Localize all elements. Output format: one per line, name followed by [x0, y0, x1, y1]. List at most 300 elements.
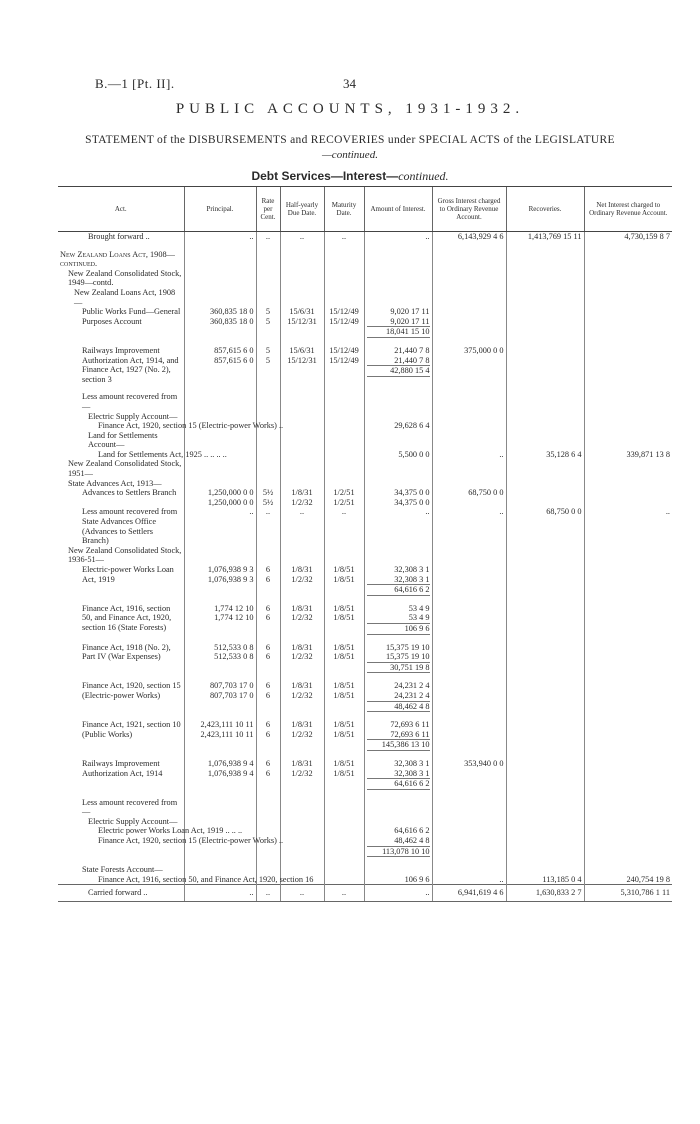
rate-cell: [256, 817, 280, 827]
spacer-cell: [432, 596, 506, 604]
maturity-cell: ..: [324, 507, 364, 545]
due-date-cell: [280, 250, 324, 269]
due-date-cell: 1/8/31 1/2/32: [280, 565, 324, 596]
maturity-cell: [324, 479, 364, 489]
spacer-cell: [506, 857, 584, 865]
gross-interest-cell: [432, 817, 506, 827]
maturity-cell: [324, 421, 364, 431]
spacer-cell: [324, 338, 364, 346]
net-interest-cell: [584, 759, 672, 790]
interest-cell: 32,308 3 1 32,308 3 1 64,616 6 2: [364, 565, 432, 596]
spacer-cell: [584, 712, 672, 720]
due-date-cell: [280, 269, 324, 288]
col-maturity: Maturity Date.: [324, 187, 364, 232]
table-row: [58, 826, 672, 836]
net-interest-cell: [584, 459, 672, 478]
due-date-cell: 1/8/31 1/2/32: [280, 643, 324, 674]
spacer-cell: [58, 857, 184, 865]
rate-cell: [256, 250, 280, 269]
rate-cell: [256, 459, 280, 478]
interest-total: 48,462 4 8: [367, 701, 430, 713]
spacer-cell: [364, 384, 432, 392]
due-date-cell: 15/6/31 15/12/31: [280, 346, 324, 384]
net-interest-cell: [584, 250, 672, 269]
recoveries-cell: 113,185 0 4: [506, 875, 584, 885]
net-interest-cell: [584, 346, 672, 384]
spacer-cell: [432, 751, 506, 759]
maturity-cell: 1/8/51 1/8/51: [324, 681, 364, 712]
act-cell: Public Works Fund—General Purposes Account: [82, 307, 181, 326]
due-date-cell: [280, 412, 324, 422]
gross-interest-cell: 6,143,929 4 6: [432, 232, 506, 242]
spacer-cell: [256, 673, 280, 681]
table-row: [58, 875, 672, 885]
principal-cell: 1,250,000 0 0 1,250,000 0 0: [184, 488, 256, 507]
interest-cell: 24,231 2 4 24,231 2 4 48,462 4 8: [364, 681, 432, 712]
spacer-cell: [364, 857, 432, 865]
table-row: [58, 431, 672, 450]
interest-total: 113,078 10 10: [367, 846, 430, 858]
interest-cell: 34,375 0 0 34,375 0 0: [364, 488, 432, 507]
interest-total: 145,386 13 10: [367, 739, 430, 751]
principal-cell: 857,615 6 0 857,615 6 0: [184, 346, 256, 384]
table-row: [58, 307, 672, 338]
recoveries-cell: [506, 412, 584, 422]
principal-cell: [184, 798, 256, 817]
principal-cell: 1,774 12 10 1,774 12 10: [184, 604, 256, 635]
due-date-cell: [280, 459, 324, 478]
interest-cell: 9,020 17 11 9,020 17 11 18,041 15 10: [364, 307, 432, 338]
interest-cell: 21,440 7 8 21,440 7 8 42,880 15 4: [364, 346, 432, 384]
spacer-cell: [184, 242, 256, 250]
act-cell: Finance Act, 1921, section 10 (Public Works): [82, 720, 181, 739]
gross-interest-cell: [432, 421, 506, 431]
col-principal: Principal.: [184, 187, 256, 232]
spacer-cell: [506, 712, 584, 720]
rate-cell: 6 6: [256, 720, 280, 751]
principal-cell: [184, 250, 256, 269]
spacer-cell: [58, 384, 184, 392]
spacer-cell: [432, 635, 506, 643]
spacer-cell: [324, 712, 364, 720]
interest-cell: 64,616 6 2: [364, 826, 432, 836]
net-interest-cell: [584, 846, 672, 858]
rate-cell: [256, 546, 280, 565]
due-date-cell: 1/8/31 1/2/32: [280, 604, 324, 635]
recoveries-cell: [506, 479, 584, 489]
due-date-cell: [280, 479, 324, 489]
statement-title-continued: —continued.: [322, 149, 378, 161]
net-interest-cell: [584, 421, 672, 431]
gross-interest-cell: [432, 250, 506, 269]
rate-cell: [256, 798, 280, 817]
spacer-cell: [584, 384, 672, 392]
due-date-cell: 15/6/31 15/12/31: [280, 307, 324, 338]
recoveries-cell: [506, 269, 584, 288]
recoveries-cell: [506, 546, 584, 565]
interest-cell: [364, 798, 432, 817]
spacer-cell: [506, 751, 584, 759]
table-row: [58, 288, 672, 307]
gross-interest-cell: [432, 565, 506, 596]
gross-interest-cell: [432, 288, 506, 307]
section-heading: Debt Services—Interest—continued.: [251, 169, 449, 183]
recoveries-cell: [506, 643, 584, 674]
table-row: [58, 392, 672, 411]
spacer-row: [58, 338, 672, 346]
table-row: [58, 488, 672, 507]
maturity-cell: 1/2/51 1/2/51: [324, 488, 364, 507]
gross-interest-cell: 6,941,619 4 6: [432, 885, 506, 902]
recoveries-cell: 68,750 0 0: [506, 507, 584, 545]
spacer-cell: [506, 673, 584, 681]
principal-cell: [184, 479, 256, 489]
maturity-cell: 1/8/51 1/8/51: [324, 565, 364, 596]
rate-cell: [256, 269, 280, 288]
spacer-cell: [432, 790, 506, 798]
spacer-cell: [432, 338, 506, 346]
table-row: [58, 232, 672, 242]
act-cell: Electric-power Works Loan Act, 1919: [82, 565, 174, 584]
maturity-cell: 1/8/51 1/8/51: [324, 604, 364, 635]
recoveries-cell: [506, 288, 584, 307]
due-date-cell: [280, 846, 324, 858]
rate-cell: 5 5: [256, 346, 280, 384]
interest-cell: 53 4 9 53 4 9 106 9 6: [364, 604, 432, 635]
principal-cell: [184, 865, 256, 875]
net-interest-cell: [584, 546, 672, 565]
rate-cell: [256, 431, 280, 450]
spacer-cell: [584, 242, 672, 250]
spacer-row: [58, 596, 672, 604]
interest-cell: ..: [364, 507, 432, 545]
act-cell: Land for Settlements Account—: [88, 430, 158, 450]
act-cell: New Zealand Consolidated Stock, 1949—contd.: [68, 268, 182, 288]
recoveries-cell: [506, 836, 584, 846]
spacer-cell: [432, 673, 506, 681]
spacer-cell: [324, 751, 364, 759]
maturity-cell: [324, 865, 364, 875]
spacer-cell: [280, 857, 324, 865]
recoveries-cell: [506, 565, 584, 596]
rate-cell: 6 6: [256, 759, 280, 790]
spacer-cell: [280, 596, 324, 604]
principal-cell: ..: [184, 507, 256, 545]
table-row: [58, 250, 672, 269]
act-cell: [58, 250, 184, 269]
recoveries-cell: [506, 307, 584, 338]
due-date-cell: ..: [280, 507, 324, 545]
spacer-cell: [184, 857, 256, 865]
maturity-cell: [324, 450, 364, 460]
gross-interest-cell: 375,000 0 0: [432, 346, 506, 384]
due-date-cell: 1/8/31 1/2/32: [280, 720, 324, 751]
table-row: [58, 507, 672, 545]
act-cell: [58, 846, 184, 858]
gross-interest-cell: [432, 307, 506, 338]
interest-total: 106 9 6: [367, 623, 430, 635]
table-row: [58, 846, 672, 858]
interest-cell: 106 9 6: [364, 875, 432, 885]
interest-total: 64,616 6 2: [367, 778, 430, 790]
due-date-cell: [280, 431, 324, 450]
interest-cell: 48,462 4 8: [364, 836, 432, 846]
due-date-cell: [280, 798, 324, 817]
maturity-cell: [324, 875, 364, 885]
act-cell: Finance Act, 1916, section 50, and Finance Act, 1920, section 16: [98, 874, 314, 884]
spacer-cell: [324, 596, 364, 604]
spacer-cell: [58, 338, 184, 346]
gross-interest-cell: [432, 836, 506, 846]
spacer-cell: [324, 673, 364, 681]
table-row: [58, 450, 672, 460]
act-cell: Less amount recovered from State Advances Office (Advances to Settlers Branch): [82, 507, 178, 546]
net-interest-cell: [584, 798, 672, 817]
spacer-row: [58, 712, 672, 720]
col-act: Act.: [58, 187, 184, 232]
due-date-cell: 1/8/31 1/2/32: [280, 488, 324, 507]
principal-cell: [184, 459, 256, 478]
table-row: [58, 643, 672, 674]
interest-cell: 72,693 6 11 72,693 6 11 145,386 13 10: [364, 720, 432, 751]
rate-cell: 6 6: [256, 604, 280, 635]
spacer-cell: [280, 635, 324, 643]
gross-interest-cell: ..: [432, 507, 506, 545]
spacer-cell: [324, 242, 364, 250]
principal-cell: ..: [184, 232, 256, 242]
spacer-cell: [256, 751, 280, 759]
table-row: [58, 681, 672, 712]
gross-interest-cell: [432, 865, 506, 875]
maturity-cell: [324, 431, 364, 450]
maturity-cell: [324, 288, 364, 307]
table-row: [58, 459, 672, 478]
spacer-cell: [58, 751, 184, 759]
col-recoveries: Recoveries.: [506, 187, 584, 232]
rate-cell: 6 6: [256, 643, 280, 674]
principal-cell: 360,835 18 0 360,835 18 0: [184, 307, 256, 338]
act-cell: Electric power Works Loan Act, 1919 .. .. ..: [98, 826, 243, 836]
spacer-cell: [364, 751, 432, 759]
interest-table: [58, 186, 672, 902]
maturity-cell: 1/8/51 1/8/51: [324, 759, 364, 790]
spacer-cell: [364, 338, 432, 346]
spacer-cell: [256, 384, 280, 392]
spacer-cell: [506, 242, 584, 250]
spacer-row: [58, 790, 672, 798]
principal-cell: [184, 846, 256, 858]
spacer-cell: [364, 596, 432, 604]
spacer-cell: [184, 790, 256, 798]
spacer-cell: [584, 751, 672, 759]
rate-cell: [256, 479, 280, 489]
net-interest-cell: [584, 307, 672, 338]
rate-cell: ..: [256, 507, 280, 545]
gross-interest-cell: [432, 826, 506, 836]
spacer-cell: [256, 712, 280, 720]
spacer-cell: [432, 857, 506, 865]
page-title: PUBLIC ACCOUNTS, 1931-1932.: [175, 101, 525, 117]
recoveries-cell: [506, 459, 584, 478]
spacer-cell: [280, 338, 324, 346]
due-date-cell: ..: [280, 232, 324, 242]
net-interest-cell: [584, 269, 672, 288]
due-date-cell: [280, 421, 324, 431]
rate-cell: ..: [256, 885, 280, 902]
due-date-cell: [280, 817, 324, 827]
col-rate: Rate per Cent.: [256, 187, 280, 232]
due-date-cell: [280, 836, 324, 846]
spacer-row: [58, 751, 672, 759]
net-interest-cell: [584, 479, 672, 489]
act-cell: State Advances Act, 1913—: [68, 478, 162, 488]
table-row: [58, 885, 672, 902]
maturity-cell: 15/12/49 15/12/49: [324, 307, 364, 338]
recoveries-cell: [506, 421, 584, 431]
maturity-cell: [324, 250, 364, 269]
rate-cell: [256, 450, 280, 460]
gross-interest-cell: [432, 431, 506, 450]
recoveries-cell: 35,128 6 4: [506, 450, 584, 460]
table-row: [58, 421, 672, 431]
net-interest-cell: [584, 681, 672, 712]
table-row: [58, 798, 672, 817]
gross-interest-cell: [432, 681, 506, 712]
spacer-cell: [364, 242, 432, 250]
act-cell: Electric Supply Account—: [88, 411, 178, 421]
spacer-cell: [184, 712, 256, 720]
col-amount-interest: Amount of Interest.: [364, 187, 432, 232]
act-cell: New Zealand Consolidated Stock, 1936-51—: [68, 545, 182, 565]
recoveries-cell: [506, 604, 584, 635]
spacer-cell: [58, 242, 184, 250]
page-number: 34: [343, 76, 356, 91]
principal-cell: 2,423,111 10 11 2,423,111 10 11: [184, 720, 256, 751]
due-date-cell: ..: [280, 885, 324, 902]
gross-interest-cell: ..: [432, 450, 506, 460]
rate-cell: [256, 826, 280, 836]
spacer-cell: [256, 338, 280, 346]
maturity-cell: [324, 817, 364, 827]
spacer-cell: [324, 857, 364, 865]
spacer-cell: [58, 790, 184, 798]
act-cell: Finance Act, 1920, section 15 (Electric-power Works) ..: [98, 421, 284, 431]
act-cell: Railways Improvement Authorization Act, 1914, and Finance Act, 1927 (No. 2), section 3: [82, 345, 179, 384]
maturity-cell: [324, 412, 364, 422]
maturity-cell: [324, 846, 364, 858]
interest-cell: [364, 817, 432, 827]
due-date-cell: [280, 826, 324, 836]
spacer-cell: [324, 384, 364, 392]
spacer-cell: [280, 242, 324, 250]
net-interest-cell: 240,754 19 8: [584, 875, 672, 885]
spacer-row: [58, 635, 672, 643]
recoveries-cell: [506, 431, 584, 450]
spacer-cell: [364, 673, 432, 681]
due-date-cell: 1/8/31 1/2/32: [280, 681, 324, 712]
interest-cell: [364, 546, 432, 565]
net-interest-cell: 339,871 13 8: [584, 450, 672, 460]
due-date-cell: [280, 865, 324, 875]
spacer-cell: [506, 596, 584, 604]
spacer-cell: [58, 635, 184, 643]
net-interest-cell: 5,310,786 1 11: [584, 885, 672, 902]
gross-interest-cell: [432, 412, 506, 422]
net-interest-cell: [584, 643, 672, 674]
principal-cell: [184, 392, 256, 411]
act-cell: Electric Supply Account—: [88, 816, 178, 826]
gross-interest-cell: [432, 720, 506, 751]
spacer-cell: [184, 673, 256, 681]
rate-cell: [256, 392, 280, 411]
spacer-cell: [184, 384, 256, 392]
principal-cell: ..: [184, 885, 256, 902]
spacer-cell: [184, 751, 256, 759]
net-interest-cell: ..: [584, 507, 672, 545]
table-row: [58, 269, 672, 288]
recoveries-cell: [506, 817, 584, 827]
gross-interest-cell: 68,750 0 0: [432, 488, 506, 507]
net-interest-cell: [584, 392, 672, 411]
gross-interest-cell: ..: [432, 875, 506, 885]
table-row: [58, 817, 672, 827]
act-cell: Less amount recovered from—: [82, 797, 178, 817]
spacer-row: [58, 857, 672, 865]
net-interest-cell: [584, 565, 672, 596]
spacer-cell: [584, 635, 672, 643]
act-cell: State Forests Account—: [82, 865, 163, 875]
maturity-cell: [324, 269, 364, 288]
table-row: [58, 479, 672, 489]
table-row: [58, 565, 672, 596]
due-date-cell: [280, 288, 324, 307]
principal-cell: 1,076,938 9 4 1,076,938 9 4: [184, 759, 256, 790]
recoveries-cell: 1,630,833 2 7: [506, 885, 584, 902]
gross-interest-cell: [432, 604, 506, 635]
gross-interest-cell: [432, 269, 506, 288]
gross-interest-cell: [432, 643, 506, 674]
spacer-cell: [58, 596, 184, 604]
spacer-cell: [256, 857, 280, 865]
spacer-cell: [280, 712, 324, 720]
interest-total: 64,616 6 2: [367, 584, 430, 596]
rate-cell: 6 6: [256, 681, 280, 712]
spacer-cell: [58, 673, 184, 681]
spacer-cell: [584, 673, 672, 681]
spacer-cell: [184, 635, 256, 643]
spacer-cell: [256, 596, 280, 604]
recoveries-cell: [506, 759, 584, 790]
net-interest-cell: [584, 826, 672, 836]
interest-cell: [364, 865, 432, 875]
spacer-cell: [184, 338, 256, 346]
statement-title: STATEMENT of the DISBURSEMENTS and RECOVERIES under SPECIAL ACTS of the LEGISLATURE: [85, 134, 615, 146]
col-gross-interest: Gross Interest charged to Ordinary Revenue Account.: [432, 187, 506, 232]
gross-interest-cell: [432, 546, 506, 565]
maturity-cell: 1/8/51 1/8/51: [324, 720, 364, 751]
spacer-cell: [324, 790, 364, 798]
maturity-cell: 1/8/51 1/8/51: [324, 643, 364, 674]
recoveries-cell: [506, 392, 584, 411]
net-interest-cell: [584, 488, 672, 507]
interest-cell: [364, 459, 432, 478]
act-cell: Carried forward ..: [58, 885, 184, 902]
spacer-cell: [184, 596, 256, 604]
recoveries-cell: [506, 826, 584, 836]
maturity-cell: ..: [324, 232, 364, 242]
spacer-cell: [324, 635, 364, 643]
principal-cell: [184, 431, 256, 450]
